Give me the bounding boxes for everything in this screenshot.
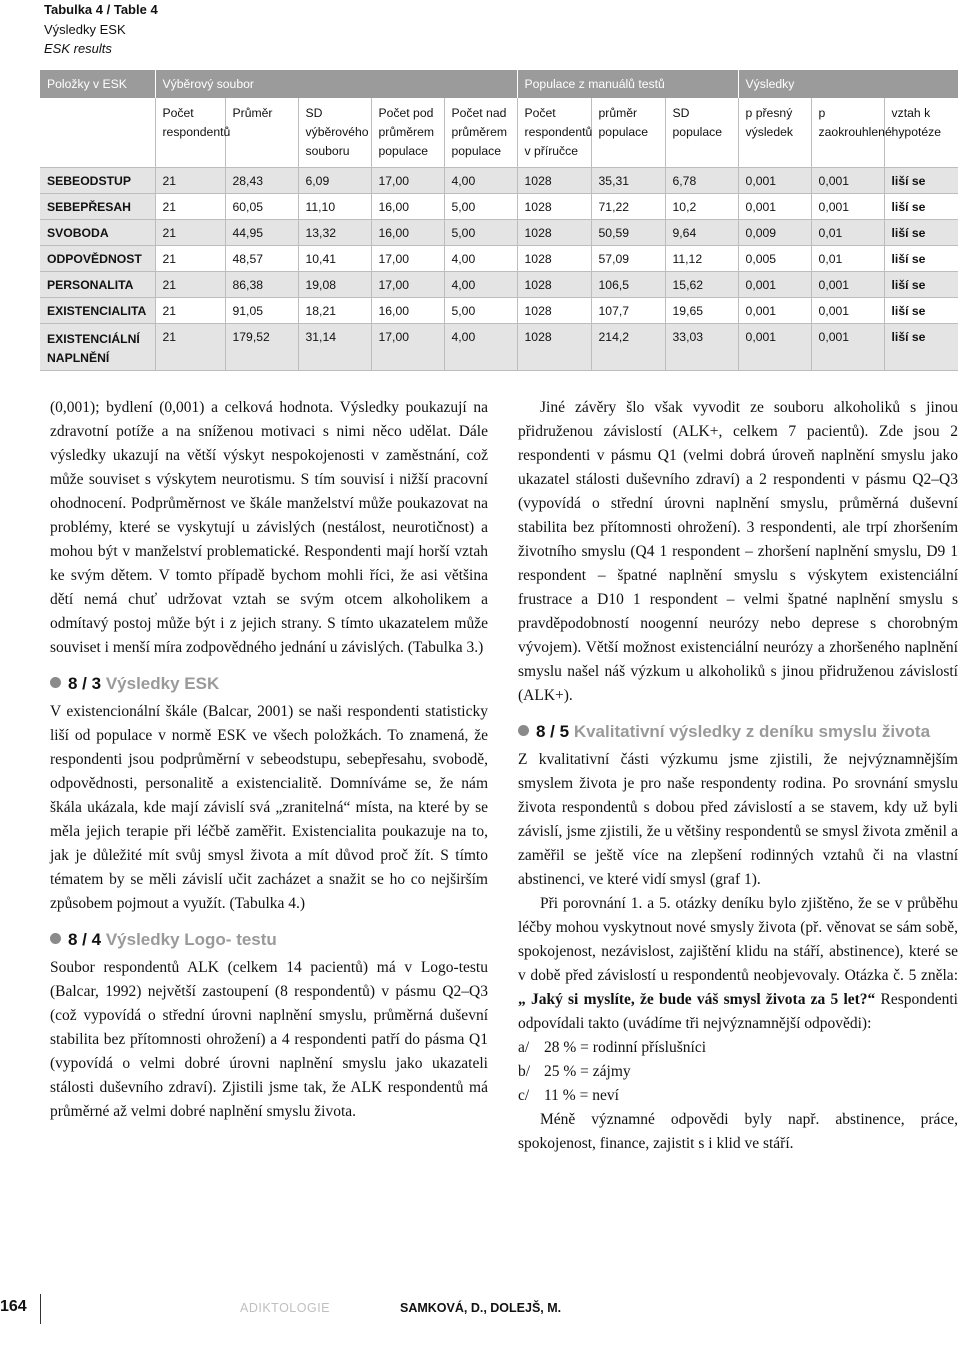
list-item <box>518 1084 958 1108</box>
authors: SAMKOVÁ, D., DOLEJŠ, M. <box>400 1301 562 1315</box>
cell: 16,00 <box>371 194 444 220</box>
cell: 5,00 <box>444 194 517 220</box>
cell: 86,38 <box>225 272 298 298</box>
group-sample: Výběrový soubor <box>155 70 517 98</box>
cell: 17,00 <box>371 168 444 194</box>
cell: 11,12 <box>665 246 738 272</box>
cell: 10,41 <box>298 246 371 272</box>
bullet-icon <box>50 933 61 944</box>
section-heading-8-3 <box>50 672 488 696</box>
cell: 50,59 <box>591 220 665 246</box>
section-title: Výsledky Logo- testu <box>105 930 277 949</box>
column-header: SD populace <box>665 98 738 168</box>
list-item <box>518 1060 958 1084</box>
result-cell: liší se <box>884 324 958 371</box>
column-header: průměr populace <box>591 98 665 168</box>
paragraph-text: Při porovnání 1. a 5. otázky deníku bylo zjištěno, že se v průběhu léčby mohou vyskytnout nové smysly života (př. věnovat se sám sobě, spokojenost, nezávislost, zajištění klidu na stáří, abstinence), které se v době před závislostí u respondentů neobjevovaly. Otázka č. 5 zněla: <box>518 895 958 984</box>
result-cell: liší se <box>884 194 958 220</box>
cell: 71,22 <box>591 194 665 220</box>
section-number: 8 / 3 <box>68 674 102 693</box>
table-row <box>40 272 958 298</box>
cell: 1028 <box>517 168 591 194</box>
bullet-icon <box>518 725 529 736</box>
list-marker: a/ <box>518 1039 530 1056</box>
table-row <box>40 168 958 194</box>
list-item <box>518 1036 958 1060</box>
list-value: 28 % = rodinní příslušníci <box>544 1039 707 1056</box>
cell: 6,09 <box>298 168 371 194</box>
cell: 91,05 <box>225 298 298 324</box>
column-header: vztah k hypotéze <box>884 98 958 168</box>
table-column-header <box>40 98 958 168</box>
cell: 1028 <box>517 194 591 220</box>
result-cell: liší se <box>884 220 958 246</box>
left-column <box>50 396 488 1124</box>
cell: 35,31 <box>591 168 665 194</box>
cell: 0,001 <box>811 168 884 194</box>
cell: 21 <box>155 324 225 371</box>
cell: 44,95 <box>225 220 298 246</box>
answer-list <box>518 1036 958 1108</box>
bullet-icon <box>50 677 61 688</box>
paragraph: Jiné závěry šlo však vyvodit ze souboru alkoholiků s jinou přidruženou závislostí (ALK+, celkem 7 pacientů). Zde jsou 2 respondenti v pásmu Q1 (velmi dobrá úroveň naplnění smyslu jako ukazatel stálosti duševního zdraví) a 2 respondenti v pásmu Q2–Q3 (vypovídá o střední úrovni naplnění smyslu, průměrná duševní stabilita bez přítomnosti ohrožení). 3 respondenti, ale trpí zhoršením životního smyslu (Q4 1 respondent – zhoršení naplnění smyslu, D9 1 respondent – špatné naplnění smyslu s výskytem existenciální frustrace a D10 1 respondent – velmi špatné naplnění smyslu s pravděpodobností noogenní neurózy nebo deprese s chorobným vývojem). Větší možnost existenciální neurózy a zhoršeného naplnění smyslu našel náš výzkum u alkoholiků s jinou přidruženou závislostí (ALK+). <box>518 399 958 704</box>
cell: 0,001 <box>738 298 811 324</box>
caption-title-en: ESK results <box>44 41 112 56</box>
section-heading-8-4 <box>50 928 488 952</box>
paragraph: V existencionální škále (Balcar, 2001) se naši respondenti statisticky liší od populace v normě ESK ve všech položkách. To znamená, že respondenti jsou podprůměrní v sebeodstupu, sebepřesahu, svobodě, odpovědnosti, personalitě a existencialitě. Domníváme se, že nám škála ukázala, kde mají závislí svá „zranitelná“ místa, na které by se měla jejich terapie při léčbě zaměřit. Existencialita poukazuje na to, jak je důležité mít svůj smysl života a mít důvod proč žít. S tímto tématem by se měli závislí učit zacházet a snažit se ho co nejširším způsobem pojmout a využít. (Tabulka 4.) <box>50 703 488 912</box>
paragraph: Soubor respondentů ALK (celkem 14 pacientů) má v Logo-testu (Balcar, 1992) největší zastoupení (8 respondentů) v pásmu Q2–Q3 (což vypovídá o střední úrovni naplnění smyslu, průměrná duševní stabilita bez přítomnosti ohrožení) a 4 respondenti patří do pásma Q1 (vypovídá o velmi dobré úrovni naplnění smyslu jako ukazateli stálosti duševního zdraví). Zjistili jsme tak, že ALK respondentů má průměrné až velmi dobré naplnění smyslu života. <box>50 959 488 1120</box>
question-text: „ Jaký si myslíte, že bude váš smysl života za 5 let?“ <box>518 991 876 1008</box>
result-cell: liší se <box>884 272 958 298</box>
cell: 179,52 <box>225 324 298 371</box>
cell: 5,00 <box>444 298 517 324</box>
paragraph: Z kvalitativní části výzkumu jsme zjistili, že nejvýznamnějším smyslem života je pro naše respondenty rodina. Po srovnání smyslu života respondentů s dobou před závislostí a se stavem, kdy už byli závislí, jsme zjistili, že u většiny respondentů se smysl života změnil a zaměřil se ještě více na zlepšení rodinných vztahů či na vlastní abstinenci, ve které vidí smysl (graf 1). <box>518 751 958 888</box>
column-header: p přesný výsledek <box>738 98 811 168</box>
cell: 1028 <box>517 220 591 246</box>
section-heading-8-5 <box>518 720 958 744</box>
row-label: EXISTENCIALITA <box>40 298 155 324</box>
paragraph: (0,001); bydlení (0,001) a celková hodnota. Výsledky poukazují na zdravotní potíže a na sníženou motivaci s nimi něco udělat. Dále výsledky ukazují na větší výskyt nespokojenosti v zaměstnání, což může souviset s výskytem neurotismu. S tím souvisí i nižší pracovní ohodnocení. Podprůměrnost ve škále manželství může poukazovat na problémy, které se vyskytují u závislých (nestálost, neurotičnost) a mohou být v manželství problematické. Respondenti mají horší vztah ke svým dětem. V tomto případě bychom mohli říci, že asi většina dětí nemá chuť udržovat vztah se svým otcem alkoholikem a odmítavý postoj může být i z jejich strany. S tímto ukazatelem může souviset i menší míra zodpovědného jednání u závislých. (Tabulka 3.) <box>50 399 488 656</box>
table-row <box>40 194 958 220</box>
cell: 9,64 <box>665 220 738 246</box>
cell: 13,32 <box>298 220 371 246</box>
cell: 0,009 <box>738 220 811 246</box>
cell: 48,57 <box>225 246 298 272</box>
paragraph <box>518 892 958 1036</box>
row-label: EXISTENCIÁLNÍ NAPLNĚNÍ <box>40 324 155 371</box>
cell: 0,001 <box>738 168 811 194</box>
caption-label: Tabulka 4 / Table 4 <box>44 2 158 17</box>
list-marker: c/ <box>518 1087 530 1104</box>
page-number: 164 <box>0 1298 27 1315</box>
cell: 0,001 <box>811 298 884 324</box>
cell: 17,00 <box>371 324 444 371</box>
table-row <box>40 246 958 272</box>
table-caption <box>44 0 158 59</box>
cell: 57,09 <box>591 246 665 272</box>
cell: 21 <box>155 298 225 324</box>
row-label: SVOBODA <box>40 220 155 246</box>
cell: 10,2 <box>665 194 738 220</box>
cell: 11,10 <box>298 194 371 220</box>
cell: 28,43 <box>225 168 298 194</box>
column-header: SD výběrového souboru <box>298 98 371 168</box>
cell: 4,00 <box>444 246 517 272</box>
cell: 21 <box>155 194 225 220</box>
cell: 19,65 <box>665 298 738 324</box>
cell: 4,00 <box>444 168 517 194</box>
group-items: Položky v ESK <box>40 70 155 98</box>
cell: 0,001 <box>738 324 811 371</box>
cell: 21 <box>155 246 225 272</box>
table-row <box>40 220 958 246</box>
cell: 16,00 <box>371 298 444 324</box>
cell: 31,14 <box>298 324 371 371</box>
cell: 16,00 <box>371 220 444 246</box>
cell: 0,005 <box>738 246 811 272</box>
cell: 18,21 <box>298 298 371 324</box>
table-row <box>40 298 958 324</box>
row-label: PERSONALITA <box>40 272 155 298</box>
cell: 1028 <box>517 298 591 324</box>
column-header: Počet respondentů v příručce <box>517 98 591 168</box>
page-footer <box>0 1294 960 1324</box>
cell: 0,001 <box>738 194 811 220</box>
group-results: Výsledky <box>738 70 958 98</box>
column-header: Počet respondentů <box>155 98 225 168</box>
section-title: Výsledky ESK <box>105 674 220 693</box>
cell: 4,00 <box>444 272 517 298</box>
list-marker: b/ <box>518 1063 531 1080</box>
cell: 214,2 <box>591 324 665 371</box>
cell: 4,00 <box>444 324 517 371</box>
cell: 0,01 <box>811 246 884 272</box>
cell: 17,00 <box>371 246 444 272</box>
column-header: Počet nad průměrem populace <box>444 98 517 168</box>
cell: 107,7 <box>591 298 665 324</box>
cell: 5,00 <box>444 220 517 246</box>
list-value: 25 % = zájmy <box>544 1063 631 1080</box>
cell: 21 <box>155 220 225 246</box>
column-header: Průměr <box>225 98 298 168</box>
cell: 60,05 <box>225 194 298 220</box>
cell: 1028 <box>517 324 591 371</box>
table-row <box>40 324 958 371</box>
esk-results-table <box>40 70 959 371</box>
cell: 15,62 <box>665 272 738 298</box>
cell: 21 <box>155 168 225 194</box>
paragraph-text: Respondenti odpovídali takto (uvádíme tři nejvýznamnější odpovědi): <box>518 991 958 1032</box>
journal-name: ADIKTOLOGIE <box>240 1301 331 1315</box>
result-cell: liší se <box>884 168 958 194</box>
row-label: ODPOVĚDNOST <box>40 246 155 272</box>
caption-title: Výsledky ESK <box>44 21 126 37</box>
list-value: 11 % = neví <box>544 1087 619 1104</box>
cell: 0,001 <box>811 272 884 298</box>
table-group-header <box>40 70 958 98</box>
result-cell: liší se <box>884 298 958 324</box>
header-blank <box>40 98 155 168</box>
paragraph: Méně významné odpovědi byly např. abstinence, práce, spokojenost, finance, zajistit s i klid ve stáří. <box>518 1111 958 1152</box>
section-title: Kvalitativní výsledky z deníku smyslu života <box>573 722 931 741</box>
cell: 1028 <box>517 272 591 298</box>
result-cell: liší se <box>884 246 958 272</box>
cell: 6,78 <box>665 168 738 194</box>
row-label: SEBEPŘESAH <box>40 194 155 220</box>
section-number: 8 / 5 <box>536 722 570 741</box>
cell: 1028 <box>517 246 591 272</box>
cell: 21 <box>155 272 225 298</box>
group-population: Populace z manuálů testů <box>517 70 738 98</box>
cell: 106,5 <box>591 272 665 298</box>
column-header: Počet pod průměrem populace <box>371 98 444 168</box>
footer-divider <box>40 1294 41 1324</box>
section-number: 8 / 4 <box>68 930 102 949</box>
cell: 19,08 <box>298 272 371 298</box>
cell: 0,01 <box>811 220 884 246</box>
cell: 33,03 <box>665 324 738 371</box>
cell: 17,00 <box>371 272 444 298</box>
cell: 0,001 <box>811 324 884 371</box>
row-label: SEBEODSTUP <box>40 168 155 194</box>
column-header: p zaokrouhlené <box>811 98 884 168</box>
cell: 0,001 <box>811 194 884 220</box>
right-column <box>518 396 958 1156</box>
cell: 0,001 <box>738 272 811 298</box>
